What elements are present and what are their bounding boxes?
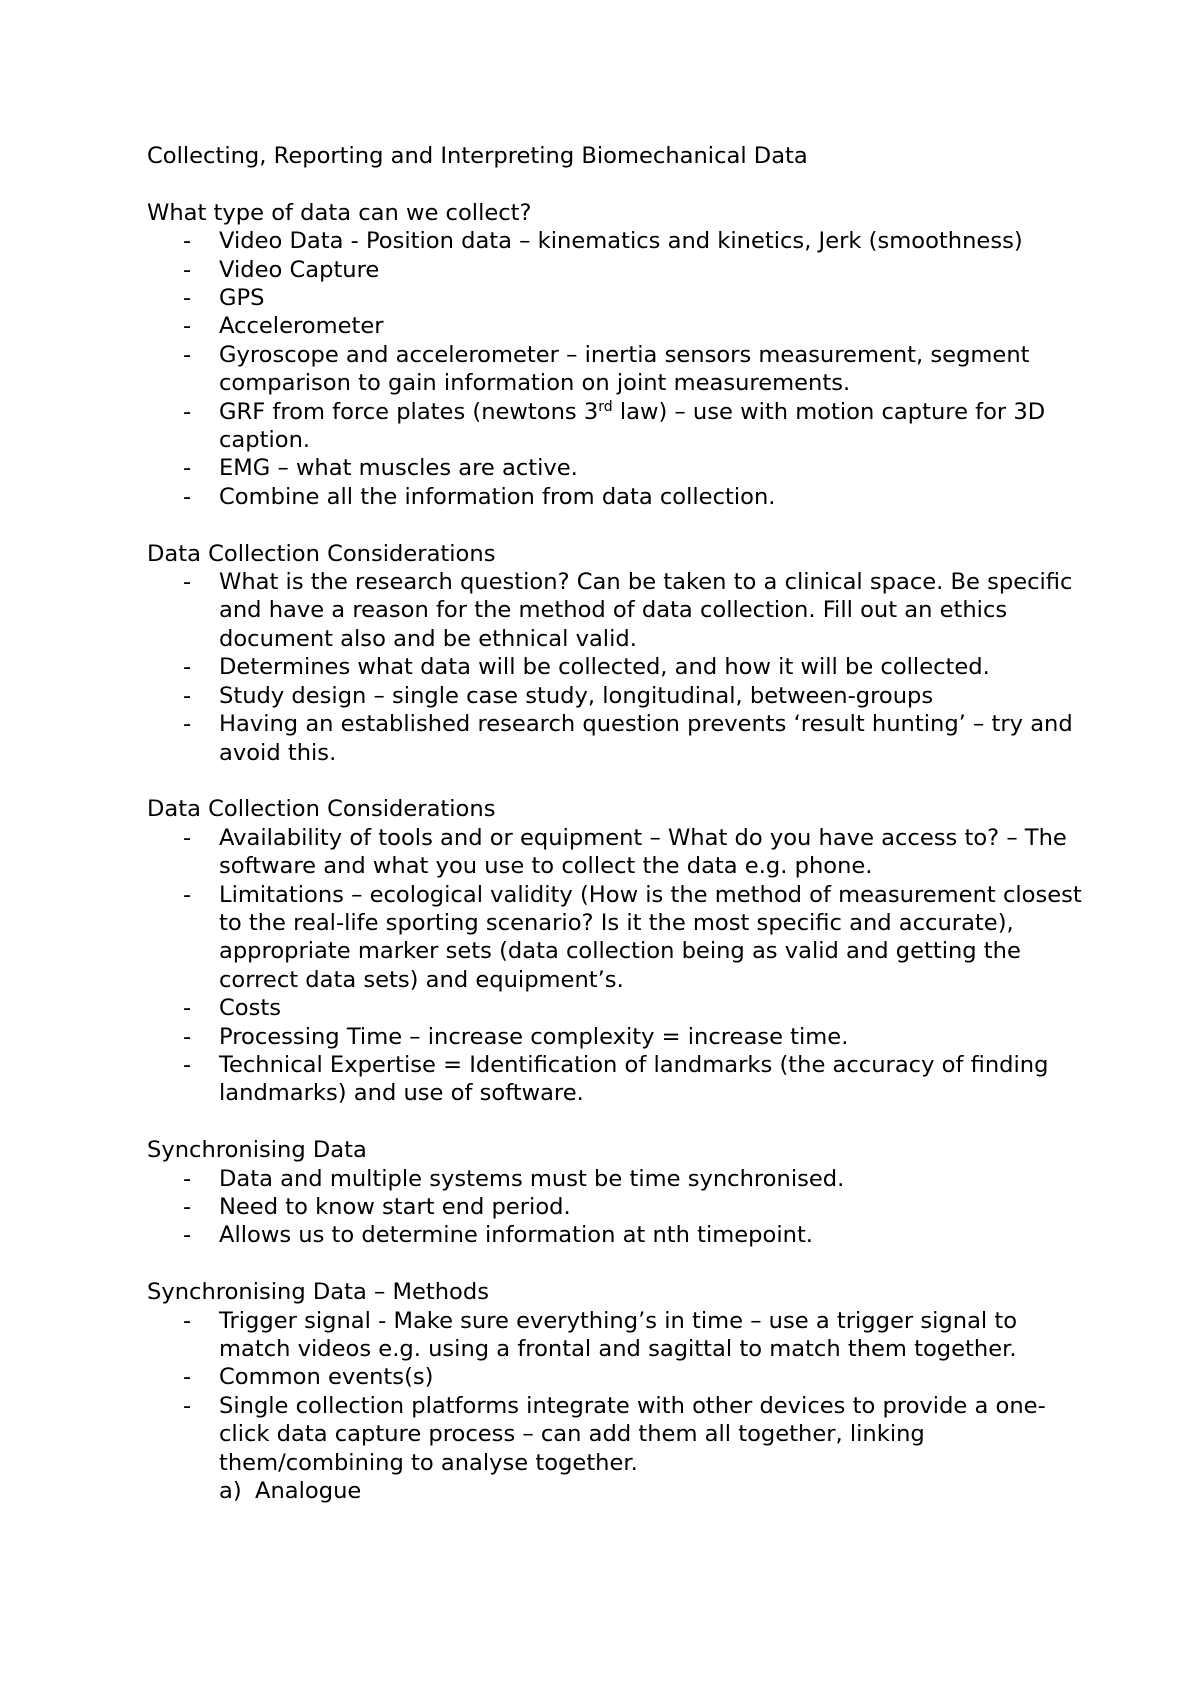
list-item-text: GRF from force plates (newtons 3 xyxy=(219,398,599,425)
list-item: - Availability of tools and or equipment – What do you have access to? – The software and what you use to collect the data e.g. phone. xyxy=(147,824,1087,881)
bullet-list xyxy=(147,824,1087,1108)
list-item: - Allows us to determine information at nth timepoint. xyxy=(147,1221,1087,1249)
list-item: - Gyroscope and accelerometer – inertia sensors measurement, segment comparison to gain information on joint measurements. xyxy=(147,341,1087,398)
list-item: - Data and multiple systems must be time synchronised. xyxy=(147,1165,1087,1193)
list-item: - Having an established research question prevents ‘result hunting’ – try and avoid this. xyxy=(147,710,1087,767)
superscript: rd xyxy=(598,398,613,415)
section-heading: What type of data can we collect? xyxy=(147,199,532,226)
section-collection-considerations-2 xyxy=(147,795,1087,1107)
list-item: - Technical Expertise = Identification of landmarks (the accuracy of finding landmarks) and use of software. xyxy=(147,1051,1087,1108)
section-heading: Synchronising Data xyxy=(147,1137,367,1164)
sub-list-item xyxy=(219,1477,1087,1505)
section-heading: Data Collection Considerations xyxy=(147,540,496,567)
bullet-list xyxy=(147,1165,1087,1250)
list-item: - Common events(s) xyxy=(147,1363,1087,1391)
list-item: - Study design – single case study, longitudinal, between-groups xyxy=(147,682,1087,710)
section-data-types xyxy=(147,199,1087,511)
section-heading: Data Collection Considerations xyxy=(147,796,496,823)
section-collection-considerations-1 xyxy=(147,540,1087,767)
bullet-list xyxy=(147,568,1087,767)
list-item: - GPS xyxy=(147,284,1087,312)
section-heading: Synchronising Data – Methods xyxy=(147,1279,489,1306)
list-item: - Costs xyxy=(147,994,1087,1022)
bullet-list xyxy=(147,1307,1087,1506)
list-item: - EMG – what muscles are active. xyxy=(147,454,1087,482)
list-item xyxy=(147,398,1087,455)
list-item: - Video Data - Position data – kinematics and kinetics, Jerk (smoothness) xyxy=(147,227,1087,255)
section-synchronising-methods xyxy=(147,1278,1087,1505)
list-item: - Limitations – ecological validity (How is the method of measurement closest to the real-life sporting scenario? Is it the most specific and accurate), appropriate marker sets (data collection being as valid and getting the correct data sets) and equipment’s. xyxy=(147,881,1087,995)
list-item: - Need to know start end period. xyxy=(147,1193,1087,1221)
list-item xyxy=(147,1392,1087,1506)
list-item: - What is the research question? Can be taken to a clinical space. Be specific and have a reason for the method of data collection. Fill out an ethics document also and be ethnical valid. xyxy=(147,568,1087,653)
sub-list-marker: a) xyxy=(219,1478,242,1505)
list-item: - Combine all the information from data collection. xyxy=(147,483,1087,511)
document-page xyxy=(147,142,1087,1505)
list-item: - Trigger signal - Make sure everything’s in time – use a trigger signal to match videos e.g. using a frontal and sagittal to match them together. xyxy=(147,1307,1087,1364)
sub-list-text: Analogue xyxy=(255,1478,362,1505)
list-item-text: Single collection platforms integrate with other devices to provide a one-click data capture process – can add them all together, linking them/combining to analyse together. xyxy=(219,1392,1046,1476)
bullet-list xyxy=(147,227,1087,511)
section-synchronising-data xyxy=(147,1136,1087,1250)
list-item: - Accelerometer xyxy=(147,312,1087,340)
list-item: - Processing Time – increase complexity = increase time. xyxy=(147,1023,1087,1051)
list-item-text: law) – use with motion capture for 3D caption. xyxy=(219,398,1046,454)
list-item: - Video Capture xyxy=(147,256,1087,284)
list-item: - Determines what data will be collected, and how it will be collected. xyxy=(147,653,1087,681)
document-title: Collecting, Reporting and Interpreting Biomechanical Data xyxy=(147,143,808,169)
